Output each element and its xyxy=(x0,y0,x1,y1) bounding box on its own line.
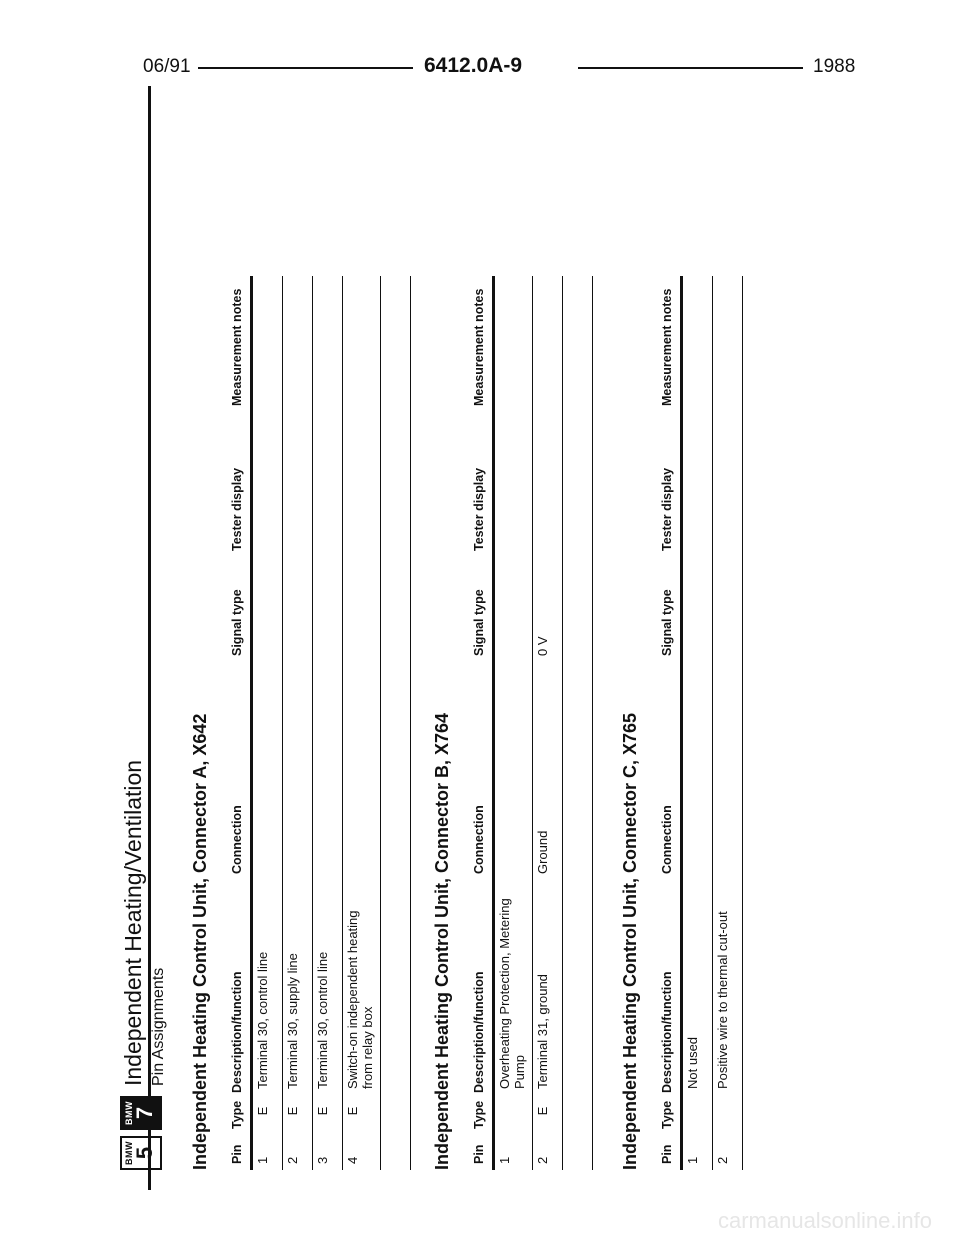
table-header-row: Pin Type Description/function Connection Signal type Tester display Measurement notes xyxy=(472,276,494,1170)
bmw-5-badge: BMW 5 xyxy=(120,1136,162,1170)
pin-table-connector-c xyxy=(660,276,743,1170)
header-year: 1988 xyxy=(813,56,856,77)
col-signal-type: Signal type xyxy=(230,551,252,656)
table-row: 4 E Switch-on independent heating from relay box xyxy=(343,276,381,1170)
header-date: 06/91 xyxy=(143,56,191,77)
table-row: 2 Positive wire to thermal cut-out xyxy=(713,276,743,1170)
header-rule-left xyxy=(198,67,413,69)
col-measurement-notes: Measurement notes xyxy=(230,276,252,406)
bmw-7-badge: BMW 7 xyxy=(120,1096,162,1130)
col-description: Description/function xyxy=(230,874,252,1093)
section-title-connector-b: Independent Heating Control Unit, Connector B, X764 xyxy=(432,712,452,1170)
col-tester-display: Tester display xyxy=(230,406,252,551)
table-row: 1 Overheating Protection, Metering Pump xyxy=(494,276,533,1170)
table-header-row: Pin Type Description/function Connection Signal type Tester display Measurement notes xyxy=(660,276,682,1170)
section-title-connector-a: Independent Heating Control Unit, Connector A, X642 xyxy=(190,713,210,1170)
section-title-connector-c: Independent Heating Control Unit, Connector C, X765 xyxy=(620,712,640,1170)
table-row: 1 E Terminal 30, control line xyxy=(252,276,283,1170)
table-header-row xyxy=(230,276,252,1170)
page-title: Independent Heating/Ventilation xyxy=(120,759,146,1086)
table-row-empty xyxy=(563,276,593,1170)
header-doc-number: 6412.0A-9 xyxy=(424,54,523,77)
pin-table-connector-b xyxy=(472,276,593,1170)
table-row: 3 E Terminal 30, control line xyxy=(313,276,343,1170)
header-rule-right xyxy=(578,67,803,69)
col-type: Type xyxy=(230,1093,252,1129)
bmw-logo xyxy=(120,1096,162,1170)
page-subtitle: Pin Assignments xyxy=(150,967,167,1086)
table-row: 1 Not used xyxy=(682,276,713,1170)
table-row: 2 E Terminal 31, ground Ground 0 V xyxy=(533,276,563,1170)
table-row-empty xyxy=(381,276,411,1170)
watermark-text: carmanualsonline.info xyxy=(717,1208,932,1233)
rotated-page-content xyxy=(120,70,780,1170)
pin-table-connector-a xyxy=(230,276,411,1170)
table-row: 2 E Terminal 30, supply line xyxy=(283,276,313,1170)
col-connection: Connection xyxy=(230,656,252,874)
col-pin: Pin xyxy=(230,1129,252,1170)
